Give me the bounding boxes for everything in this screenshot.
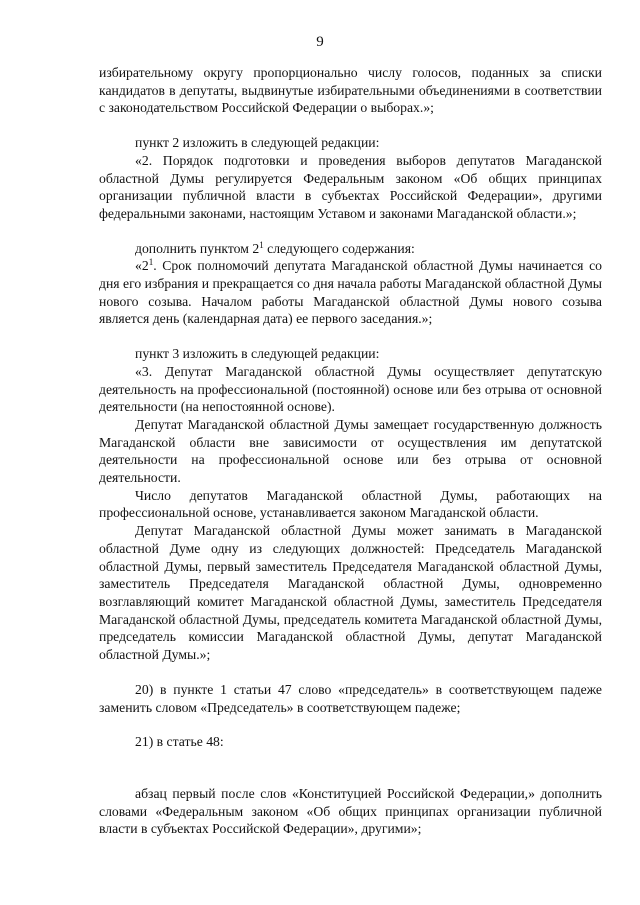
paragraph: «2. Порядок подготовки и проведения выборов депутатов Магаданской областной Думы регулируется Федеральным законом «Об общих принципах организации публичной власти в субъектах Российской Федерации», другими федеральными законами, настоящим Уставом и законами Магаданской области.»; <box>99 152 602 221</box>
paragraph: пункт 2 изложить в следующей редакции: <box>135 135 380 151</box>
paragraph: 20) в пункте 1 статьи 47 слово «председатель» в соответствующем падеже заменить словом «Председатель» в соответствующем падеже; <box>99 681 602 715</box>
paragraph: абзац первый после слов «Конституцией Российской Федерации,» дополнить словами «Федеральным законом «Об общих принципах организации публичной власти в субъектах Российской Федерации», другими»; <box>99 785 602 837</box>
paragraph: избирательному округу пропорционально числу голосов, поданных за списки кандидатов в депутаты, выдвинутые избирательными объединениями в соответствии с законодательством Российской Федерации о выборах.»; <box>99 65 602 116</box>
paragraph: Число депутатов Магаданской областной Думы, работающих на профессиональной основе, устанавливается законом Магаданской области. <box>99 487 602 521</box>
text-run: дополнить пунктом 2 <box>135 240 260 256</box>
paragraph <box>99 240 602 258</box>
paragraph: 21) в статье 48: <box>135 734 224 750</box>
page-number: 9 <box>316 34 324 50</box>
superscript: 1 <box>148 257 154 268</box>
document-body <box>99 64 602 838</box>
paragraph: Депутат Магаданской областной Думы замещает государственную должность Магаданской области вне зависимости от осуществления им депутатской деятельности на профессиональной основе или без отрыва от основной деятельности. <box>99 416 602 486</box>
paragraph: пункт 3 изложить в следующей редакции: <box>135 346 380 362</box>
paragraph: «3. Депутат Магаданской областной Думы осуществляет депутатскую деятельность на профессиональной (постоянной) основе или без отрыва от основной деятельности (на непостоянной основе). <box>99 363 602 415</box>
paragraph <box>99 257 602 328</box>
text-run: . Срок полномочий депутата Магаданской областной Думы начинается со дня его избрания и прекращается со дня начала работы Магаданской областной Думы нового созыва. Началом работы Магаданской областной Думы нового созыва является день (календарная дата) ее первого заседания.»; <box>99 258 602 327</box>
paragraph: Депутат Магаданской областной Думы может занимать в Магаданской областной Думе одну из следующих должностей: Председатель Магаданской областной Думы, первый заместитель Председателя Магаданской областной Думы, заместитель Председателя Магаданской областной Думы, одновременно возглавляющий комитет Магаданской областной Думы, заместитель Председателя Магаданской областной Думы, председатель комитета Магаданской областной Думы, председатель комиссии Магаданской областной Думы, депутат Магаданской областной Думы.»; <box>99 523 602 663</box>
text-run: «2 <box>135 258 149 274</box>
superscript: 1 <box>259 239 264 250</box>
text-run: следующего содержания: <box>263 240 415 256</box>
